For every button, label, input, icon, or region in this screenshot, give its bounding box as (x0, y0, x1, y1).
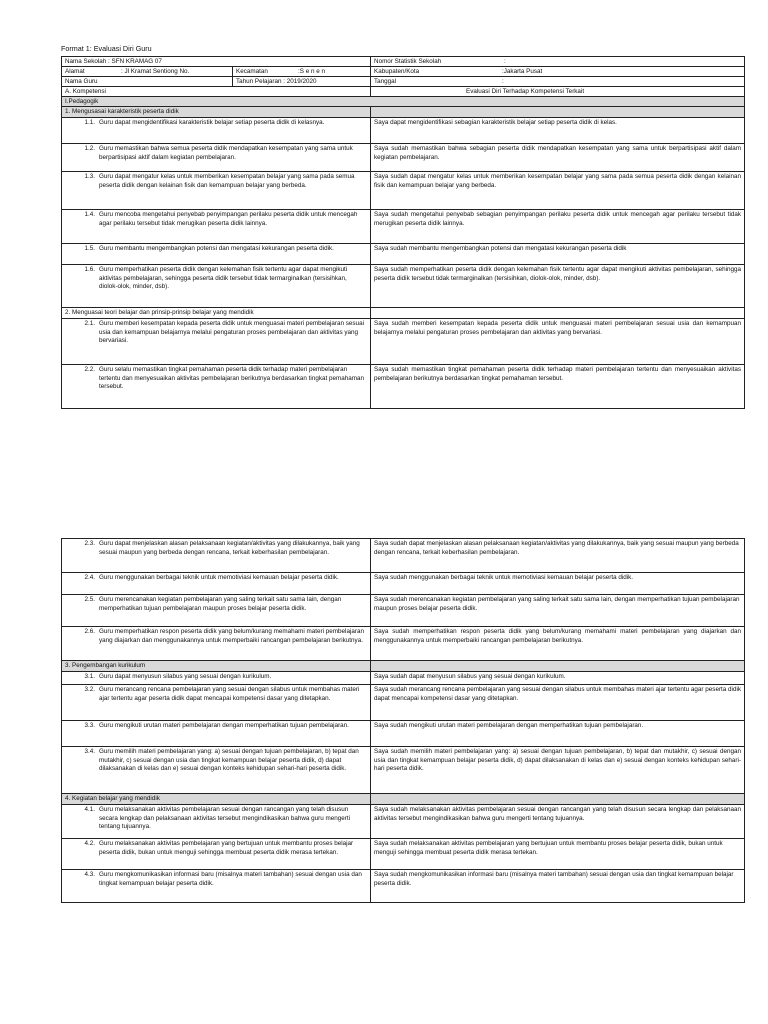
section-2-blank (371, 308, 745, 319)
table-row-right: Saya sudah merencanakan kegiatan pembelajaran yang saling terkait satu sama lain, dengan memperhatikan tujuan pembelajaran maupun proses belajar peserta didik. (371, 595, 745, 627)
table-row-right: Saya sudah merancang rencana pembelajaran yang sesuai dengan silabus untuk membahas materi ajar tertentu agar peserta didik dapat mencapai kompetensi dasar yang ditetapkan. (371, 685, 745, 721)
section-4-blank (371, 794, 745, 805)
table-row-left: 4.1. Guru melaksanakan aktivitas pembelajaran sesuai dengan rancangan yang telah disusun secara lengkap dan pelaksanaan aktivitas tersebut mengindikasikan bahwa guru mengerti tentang tujuannya. (62, 805, 371, 839)
npsn-cell: Nomor Statistik Sekolah : (371, 57, 745, 67)
section-1-title: 1. Mengusasai karakteristik peserta didik (62, 107, 371, 118)
evaluasi-header-cell: Evaluasi Diri Terhadap Kompetensi Terkait (371, 87, 745, 97)
kompetensi-cell: A. Kompetensi (62, 87, 371, 97)
table-row-right: Saya dapat mengidentifikasi sebagian karakteristik belajar setiap peserta didik di kelas. (371, 118, 745, 144)
table-row-left: 1.6. Guru memperhatikan peserta didik dengan kelemahan fisik tertentu agar dapat mengikuti aktivitas pembelajaran, sehingga peserta didik tersebut tidak termarginalkan (tersisihkan, diolok-olok, minder, dsb). (62, 265, 371, 308)
table-row-left: 1.1. Guru dapat mengidentifikasi karakteristik belajar setiap peserta didik di kelasnya. (62, 118, 371, 144)
table-row-right: Saya sudah memastikan tingkat pemahaman peserta didik terhadap materi pembelajaran tertentu dan menyesuaikan aktivitas pembelajaran berikutnya berdasarkan tingkat pemahaman tersebut. (371, 365, 745, 409)
format-title: Format 1: Evaluasi Diri Guru (61, 44, 152, 53)
table-row-left: 3.2. Guru merancang rencana pembelajaran yang sesuai dengan silabus untuk membahas materi ajar tertentu agar peserta didik dapat mencapai kompetensi dasar yang ditetapkan. (62, 685, 371, 721)
section-1-blank (371, 107, 745, 118)
alamat-cell: Alamat : Jl Kramat Sentiong No. (62, 67, 233, 77)
tanggal-cell: Tanggal : (371, 77, 745, 87)
table-row-left: 1.3. Guru dapat mengatur kelas untuk memberikan kesempatan belajar yang sama pada semua peserta didik dengan kelainan fisik dan kemampuan belajar yang berbeda. (62, 172, 371, 210)
table-row-left: 2.5. Guru merencanakan kegiatan pembelajaran yang saling terkait satu sama lain, dengan memperhatikan tujuan pembelajaran maupun proses belajar peserta didik. (62, 595, 371, 627)
table-row-right: Saya sudah memperhatikan respon peserta didik yang belum/kurang memahami materi pembelajaran yang diajarkan dan menggunakannya untuk memperbaiki rancangan pembelajaran berikutnya. (371, 627, 745, 661)
table-row-left: 4.3. Guru mengkomunikasikan informasi baru (misalnya materi tambahan) sesuai dengan usia dan tingkat kemampuan belajar peserta didik. (62, 870, 371, 903)
table-row-right: Saya sudah memilih materi pembelajaran yang: a) sesuai dengan tujuan pembelajaran, b) tepat dan mutakhir, c) sesuai dengan usia dan tingkat kemampuan belajar peserta didik, d) dapat dilaksanakan di kelas dan e) sesuai dengan konteks kehidupan sehari-hari peserta didik. (371, 747, 745, 794)
table-row-right: Saya sudah menggunakan berbagai teknik untuk memotiviasi kemauan belajar peserta didik. (371, 573, 745, 595)
table-row-right: Saya sudah melaksanakan aktivitas pembelajaran yang bertujuan untuk membantu proses belajar peserta didik, bukan untuk menguji sehingga membuat peserta didik merasa tertekan. (371, 839, 745, 870)
kecamatan-cell: Kecamatan :S e n e n (233, 67, 371, 77)
section-3-title: 3. Pengembangan kurikulum (62, 661, 371, 672)
tahun-pelajaran-cell: Tahun Pelajaran : 2019/2020 (233, 77, 371, 87)
table-row-right: Saya sudah memberi kesempatan kepada peserta didik untuk menguasai materi pembelajaran sesuai usia dan kemampuan belajarnya melalui pengaturan proses pembelajaran dan aktivitas yang bervariasi. (371, 319, 745, 365)
table-row-left: 1.4. Guru mencoba mengetahui penyebab penyimpangan perilaku peserta didik untuk mencegah agar perilaku tersebut tidak merugikan peserta didik lainnya. (62, 210, 371, 244)
table-row-left: 2.1. Guru memberi kesempatan kepada peserta didik untuk menguasai materi pembelajaran sesuai usia dan kemampuan belajarnya melalui pengaturan proses pembelajaran dan aktivitas yang bervariasi. (62, 319, 371, 365)
table-row-left: 2.2. Guru selalu memastikan tingkat pemahaman peserta didik terhadap materi pembelajaran tertentu dan menyesuaikan aktivitas pembelajaran berikutnya berdasarkan tingkat pemahaman tersebut. (62, 365, 371, 409)
table-row-left: 3.4. Guru memilih materi pembelajaran yang: a) sesuai dengan tujuan pembelajaran, b) tepat dan mutakhir, c) sesuai dengan usia dan tingkat kemampuan belajar peserta didik, d) dapat dilaksanakan di kelas dan e) sesuai dengan konteks kehidupan sehari-hari peserta didik. (62, 747, 371, 794)
table-row-left: 1.2. Guru memastikan bahwa semua peserta didik mendapatkan kesempatan yang sama untuk berpartisipasi aktif dalam kegiatan pembelajaran. (62, 144, 371, 172)
table-row-right: Saya sudah memperhatikan peserta didik dengan kelemahan fisik tertentu agar dapat mengikuti aktivitas pembelajaran, sehingga peserta didik tersebut tidak termarginalkan (tersisihkan, diolok-olok, minder, dsb). (371, 265, 745, 308)
nama-guru-cell: Nama Guru (62, 77, 233, 87)
table-row-right: Saya sudah dapat menyusun silabus yang sesuai dengan kurikulum. (371, 672, 745, 685)
table-row-right: Saya sudah membantu mengembangkan potensi dan mengatasi kekurangan peserta didik (371, 244, 745, 265)
table-row-right: Saya sudah mengkomunikasikan informasi baru (misalnya materi tambahan) sesuai dengan usia dan tingkat kemampuan belajar peserta didik. (371, 870, 745, 903)
table-row-left: 3.3. Guru mengikuti urutan materi pembelajaran dengan memperhatikan tujuan pembelajaran. (62, 721, 371, 747)
table-row-right: Saya sudah mengetahui penyebab sebagian penyimpangan perilaku peserta didik untuk mencegah agar perilaku tersebut tidak merugikan peserta didik lainnya. (371, 210, 745, 244)
table-row-right: Saya sudah dapat menjelaskan alasan pelaksanaan kegiatan/aktivitas yang dilakukannya, baik yang sesuai maupun yang berbeda dengan rencana, terkait keberhasilan pembelajaran. (371, 539, 745, 573)
table-row-right: Saya sudah mengikuti urutan materi pembelajaran dengan memperhatikan tujuan pembelajaran. (371, 721, 745, 747)
table-row-right: Saya sudah dapat mengatur kelas untuk memberikan kesempatan belajar yang sama pada semua peserta didik dengan kelainan fisik dan kemampuan belajar yang berbeda. (371, 172, 745, 210)
kabupaten-cell: Kabupaten/Kota :Jakarta Pusat (371, 67, 745, 77)
pedagogik-cell: I.Pedagogik (62, 97, 745, 107)
section-3-blank (371, 661, 745, 672)
nama-sekolah-cell: Nama Sekolah : SFN KRAMAG 07 (62, 57, 371, 67)
table-row-right: Saya sudah melaksanakan aktivitas pembelajaran sesuai dengan rancangan yang telah disusun secara lengkap dan pelaksanaan aktivitas tersebut mengindikasikan bahwa guru mengerti tentang tujuannya. (371, 805, 745, 839)
table-row-left: 2.4. Guru menggunakan berbagai teknik untuk memotiviasi kemauan belajar peserta didik. (62, 573, 371, 595)
section-4-title: 4. Kegiatan belajar yang mendidik (62, 794, 371, 805)
table-row-left: 3.1. Guru dapat menyusun silabus yang sesuai dengan kurikulum. (62, 672, 371, 685)
table-row-left: 1.5. Guru membantu mengembangkan potensi dan mengatasi kekurangan peserta didik. (62, 244, 371, 265)
section-2-title: 2. Menguasai teori belajar dan prinsip-prinsip belajar yang mendidik (62, 308, 371, 319)
table-row-left: 2.3. Guru dapat menjelaskan alasan pelaksanaan kegiatan/aktivitas yang dilakukannya, baik yang sesuai maupun yang berbeda dengan rencana, terkait keberhasilan pembelajaran. (62, 539, 371, 573)
table-row-left: 4.2. Guru melaksanakan aktivitas pembelajaran yang bertujuan untuk membantu proses belajar peserta didik, bukan untuk menguji sehingga membuat peserta didik merasa tertekan. (62, 839, 371, 870)
evaluation-table-page1 (61, 56, 745, 409)
table-row-right: Saya sudah memastikan bahwa sebagian peserta didik mendapatkan kesempatan yang sama untuk berpartisipasi aktif dalam kegiatan pembelajaran. (371, 144, 745, 172)
table-row-left: 2.6. Guru memperhatikan respon peserta didik yang belum/kurang memahami materi pembelajaran yang diajarkan dan menggunakannya untuk memperbaiki rancangan pembelajaran berikutnya. (62, 627, 371, 661)
evaluation-table-page2 (61, 538, 745, 903)
